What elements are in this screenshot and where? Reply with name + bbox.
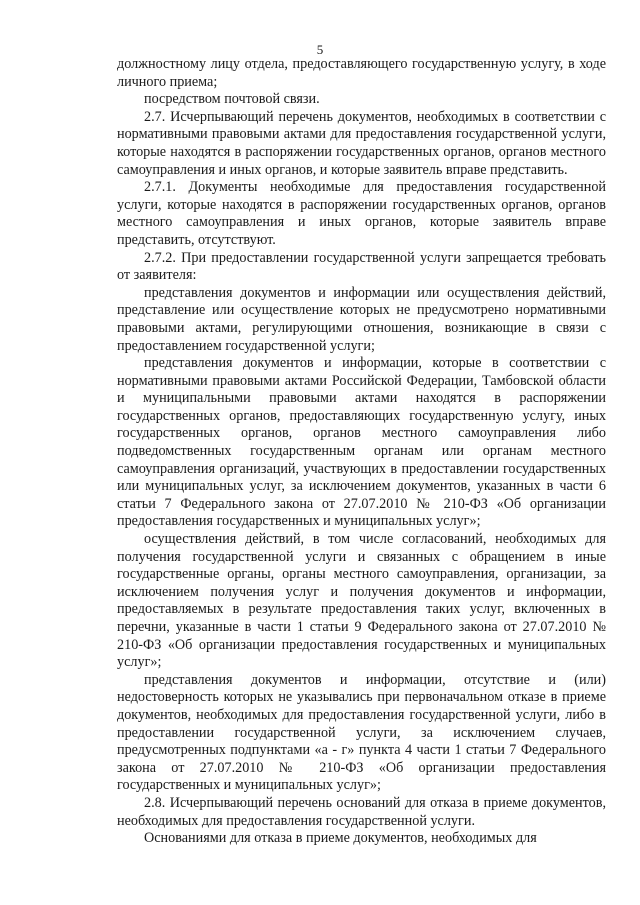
paragraph: осуществления действий, в том числе согласований, необходимых для получения государственной услуги и связанных с обращением в иные государственные органы, органы местного самоуправления, организации, за исключением получения услуг и получения документов и информации, предоставляемых в результате предоставления таких услуг, включенных в перечни, указанные в части 1 статьи 9 Федерального закона от 27.07.2010 № 210-ФЗ «Об организации предоставления государственных и муниципальных услуг»;	[117, 531, 606, 671]
paragraph: посредством почтовой связи.	[144, 91, 320, 108]
paragraph: 2.7. Исчерпывающий перечень документов, необходимых в соответствии с нормативными правовыми актами для предоставления государственной услуги, которые находятся в распоряжении государственных органов, органов местного самоуправления и иных органов, и которые заявитель вправе представить.	[117, 108, 606, 178]
paragraph: представления документов и информации или осуществления действий, представление или осуществление которых не предусмотрено нормативными правовыми актами, регулирующими отношения, возникающие в связи с предоставлением государственной услуги;	[117, 284, 606, 354]
paragraph: Основаниями для отказа в приеме документов, необходимых для	[144, 830, 537, 847]
page-number: 5	[316, 42, 324, 57]
paragraph: представления документов и информации, отсутствие и (или) недостоверность которых не указывались при первоначальном отказе в приеме документов, необходимых для предоставления государственной услуги, либо в предоставлении государственной услуги, за исключением случаев, предусмотренных подпунктами «а - г» пункта 4 части 1 статьи 7 Федерального закона от 27.07.2010 № 210-ФЗ «Об организации предоставления государственных и муниципальных услуг»;	[117, 671, 606, 794]
paragraph: должностному лицу отдела, предоставляющего государственную услугу, в ходе личного приема;	[117, 56, 606, 90]
paragraph: представления документов и информации, которые в соответствии с нормативными правовыми актами Российской Федерации, Тамбовской области и муниципальными правовыми актами находятся в распоряжении государственных органов, предоставляющих государственную услугу, иных государственных органов, органов местного самоуправления либо подведомственных государственным органам или органам местного самоуправления организаций, участвующих в предоставлении государственных или муниципальных услуг, за исключением документов, указанных в части 6 статьи 7 Федерального закона от 27.07.2010 № 210-ФЗ «Об организации предоставления государственных и муниципальных услуг»;	[117, 355, 606, 530]
document-body	[117, 56, 606, 848]
paragraph: 2.7.1. Документы необходимые для предоставления государственной услуги, которые находятся в распоряжении государственных органов, органов местного самоуправления и иных органов, которые заявитель вправе представить, отсутствуют.	[117, 179, 606, 248]
paragraph: 2.7.2. При предоставлении государственной услуги запрещается требовать от заявителя:	[117, 249, 606, 284]
paragraph: 2.8. Исчерпывающий перечень оснований для отказа в приеме документов, необходимых для предоставления государственной услуги.	[117, 794, 606, 829]
